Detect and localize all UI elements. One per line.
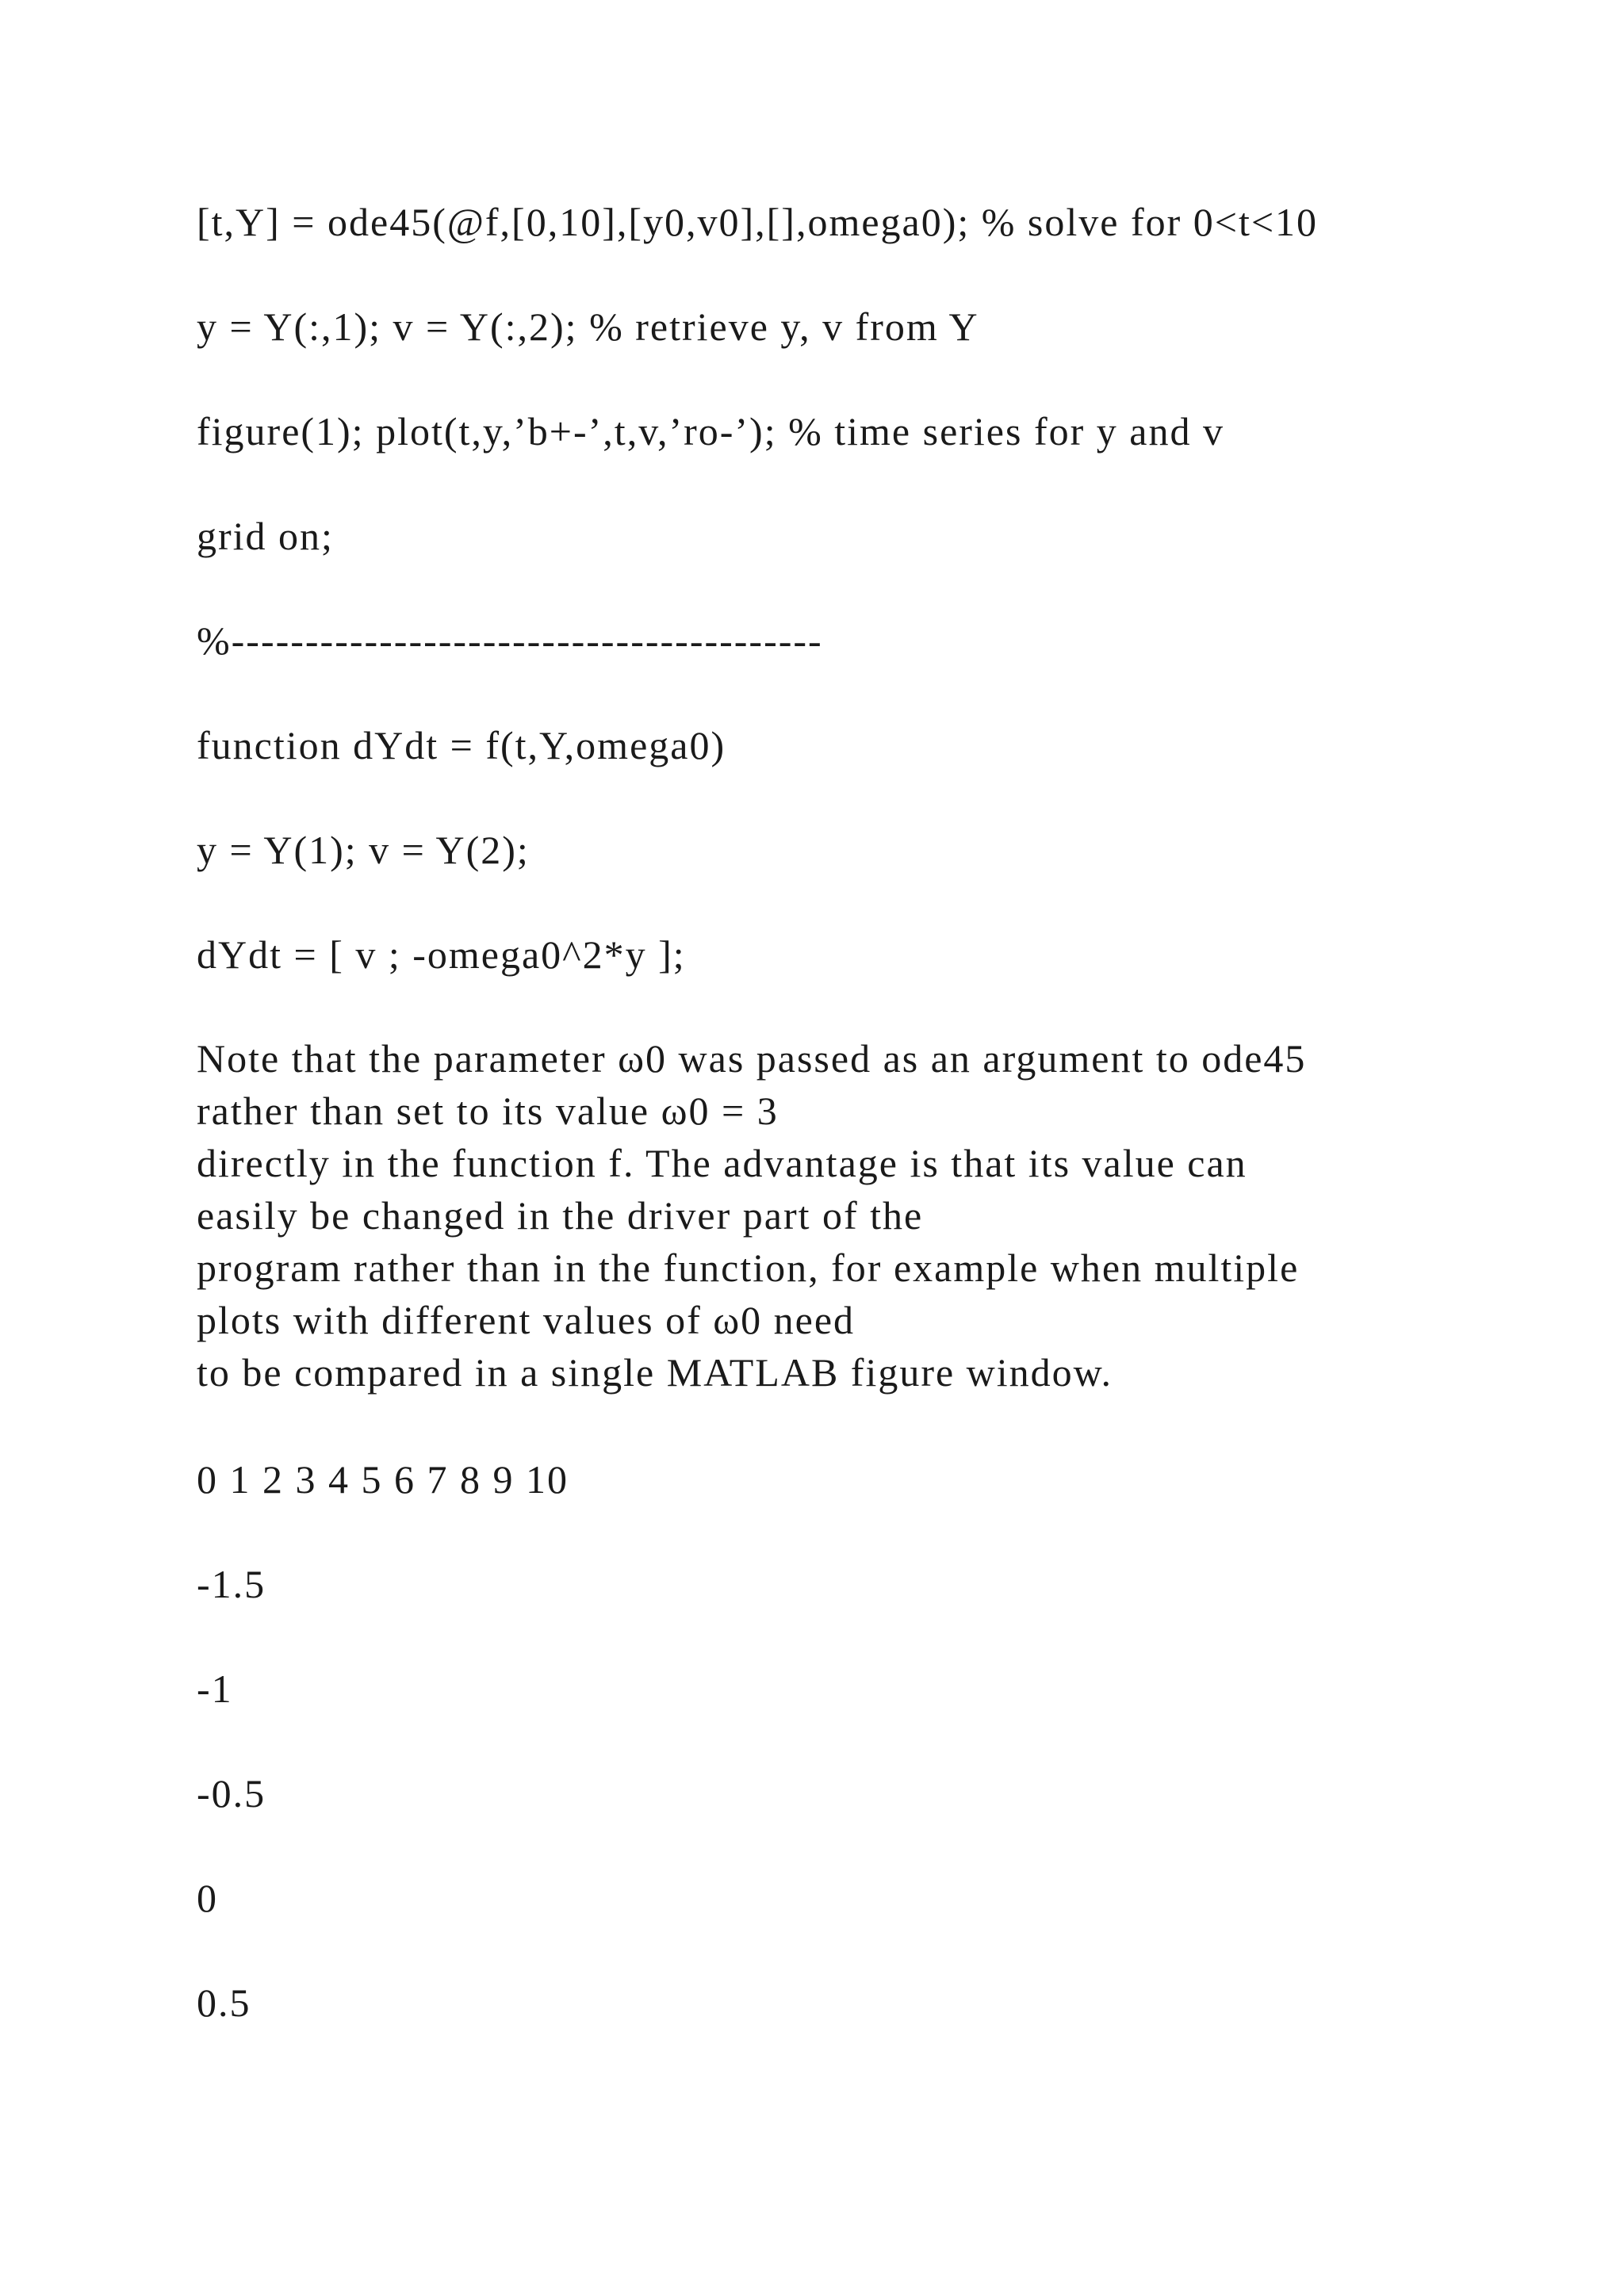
note-paragraph	[197, 1032, 1306, 1399]
code-line-separator: %----------------------------------------	[197, 618, 823, 663]
note-line: program rather than in the function, for example when multiple	[197, 1246, 1300, 1290]
note-line: directly in the function f. The advantage is that its value can	[197, 1141, 1247, 1185]
code-line-function-def: function dYdt = f(t,Y,omega0)	[197, 723, 726, 767]
code-line-plot: figure(1); plot(t,y,’b+-’,t,v,’ro-’); % time series for y and v	[197, 409, 1224, 453]
axis-tick-labels-x: 0 1 2 3 4 5 6 7 8 9 10	[197, 1457, 569, 1502]
code-line-ode45-call: [t,Y] = ode45(@f,[0,10],[y0,v0],[],omega0); % solve for 0<t<10	[197, 200, 1319, 244]
note-line: plots with different values of ω0 need	[197, 1298, 856, 1342]
axis-tick-label: 0	[197, 1876, 218, 1920]
code-line-retrieve: y = Y(:,1); v = Y(:,2); % retrieve y, v from Y	[197, 304, 979, 349]
note-line: easily be changed in the driver part of the	[197, 1193, 924, 1238]
code-line-unpack: y = Y(1); v = Y(2);	[197, 828, 530, 872]
axis-tick-label: -1	[197, 1667, 233, 1711]
axis-tick-label: -0.5	[197, 1771, 266, 1816]
axis-tick-label: -1.5	[197, 1562, 266, 1606]
note-line: Note that the parameter ω0 was passed as an argument to ode45	[197, 1036, 1307, 1081]
note-line: rather than set to its value ω0 = 3	[197, 1089, 779, 1133]
note-line: to be compared in a single MATLAB figure window.	[197, 1350, 1113, 1395]
axis-tick-label: 0.5	[197, 1980, 251, 2025]
code-line-grid: grid on;	[197, 514, 334, 558]
code-line-derivative: dYdt = [ v ; -omega0^2*y ];	[197, 932, 686, 977]
